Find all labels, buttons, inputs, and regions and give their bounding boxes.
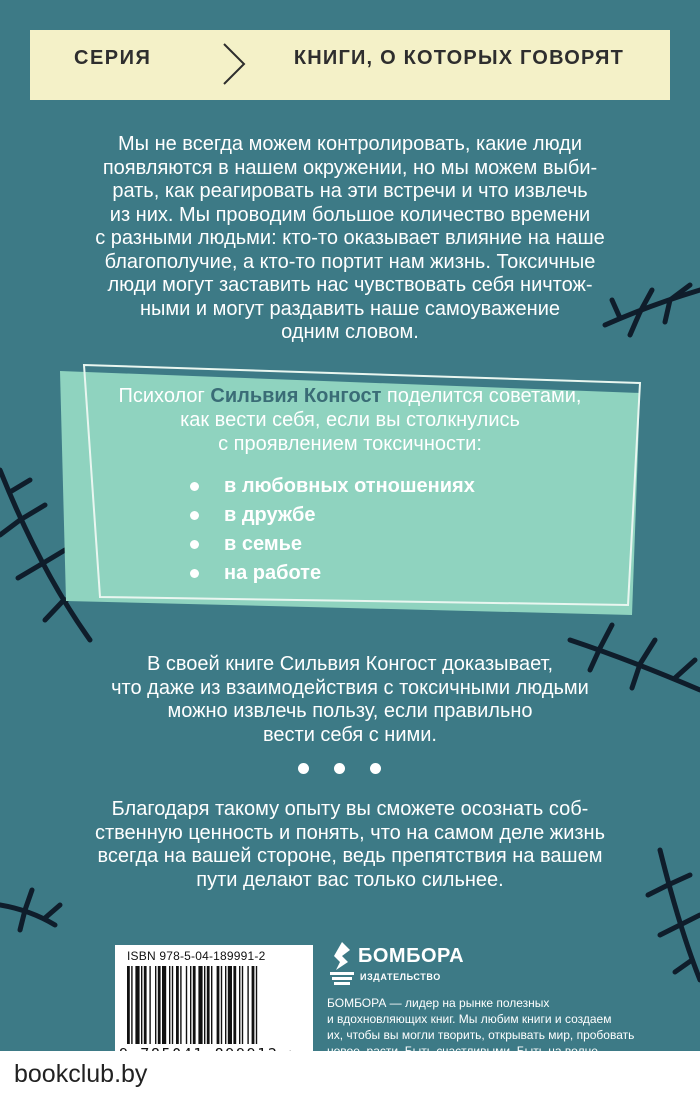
dot-icon xyxy=(298,763,309,774)
publisher-subtitle: ИЗДАТЕЛЬСТВО xyxy=(360,972,441,982)
bombora-logo-icon xyxy=(328,940,358,986)
series-label: СЕРИЯ xyxy=(74,47,152,69)
watermark-text: bookclub.by xyxy=(14,1060,148,1088)
bullet-dot-icon xyxy=(190,482,199,491)
bullet-dot-icon xyxy=(190,511,199,520)
list-item: в дружбе xyxy=(190,504,475,533)
barcode-bars xyxy=(127,966,303,1046)
list-item: в любовных отношениях xyxy=(190,475,475,504)
publisher-description: БОМБОРА — лидер на рынке полезных и вдохновляющих книг. Мы любим книги и создаем их, чтобы вы могли творить, открывать мир, пробовать xyxy=(327,996,635,1042)
bullet-dot-icon xyxy=(190,569,199,578)
publisher-name: БОМБОРА xyxy=(358,945,465,967)
separator-dots xyxy=(298,763,382,777)
toxicity-areas-list xyxy=(190,475,475,591)
dot-icon xyxy=(370,763,381,774)
watermark-strip xyxy=(0,1051,700,1101)
middle-paragraph: В своей книге Сильвия Конгост доказывает, что даже из взаимодействия с токсичными людьми можно извлечь пользу, если правильно вести себя с ними. xyxy=(111,653,589,746)
panel-intro-after: поделится советами, xyxy=(381,385,582,407)
panel-intro xyxy=(100,384,600,456)
dot-icon xyxy=(334,763,345,774)
bullet-dot-icon xyxy=(190,540,199,549)
panel-line-2: как вести себя, если вы столкнулись xyxy=(180,409,520,431)
list-item: на работе xyxy=(190,562,475,591)
chevron-right-icon xyxy=(220,40,250,88)
list-item: в семье xyxy=(190,533,475,562)
closing-paragraph: Благодаря такому опыту вы сможете осознать соб- ственную ценность и понять, что на самом деле жизнь всегда на вашей стороне, ведь препятствия на вашем пути делают вас только сильнее. xyxy=(94,798,605,891)
panel-intro-before: Психолог xyxy=(118,385,211,407)
author-name: Сильвия Конгост xyxy=(210,385,382,407)
panel-line-3: с проявлением токсичности: xyxy=(218,433,482,455)
isbn-barcode xyxy=(115,945,313,1065)
series-name: КНИГИ, О КОТОРЫХ ГОВОРЯТ xyxy=(293,47,624,69)
isbn-label: ISBN 978-5-04-189991-2 xyxy=(127,949,266,963)
intro-paragraph: Мы не всегда можем контролировать, какие люди появляются в нашем окружении, но мы можем выби- рать, как реагировать на эти встречи и что извлечь из них. Мы проводим большое количество времени с разными людьми: кто-то оказывает влияние на наше благополучие, а кто-то портит нам жизнь. Токсичные люди могут заставить нас чувствовать себя ничтож- ными и могут раздавить наше самоуважение одним словом. xyxy=(95,133,605,343)
